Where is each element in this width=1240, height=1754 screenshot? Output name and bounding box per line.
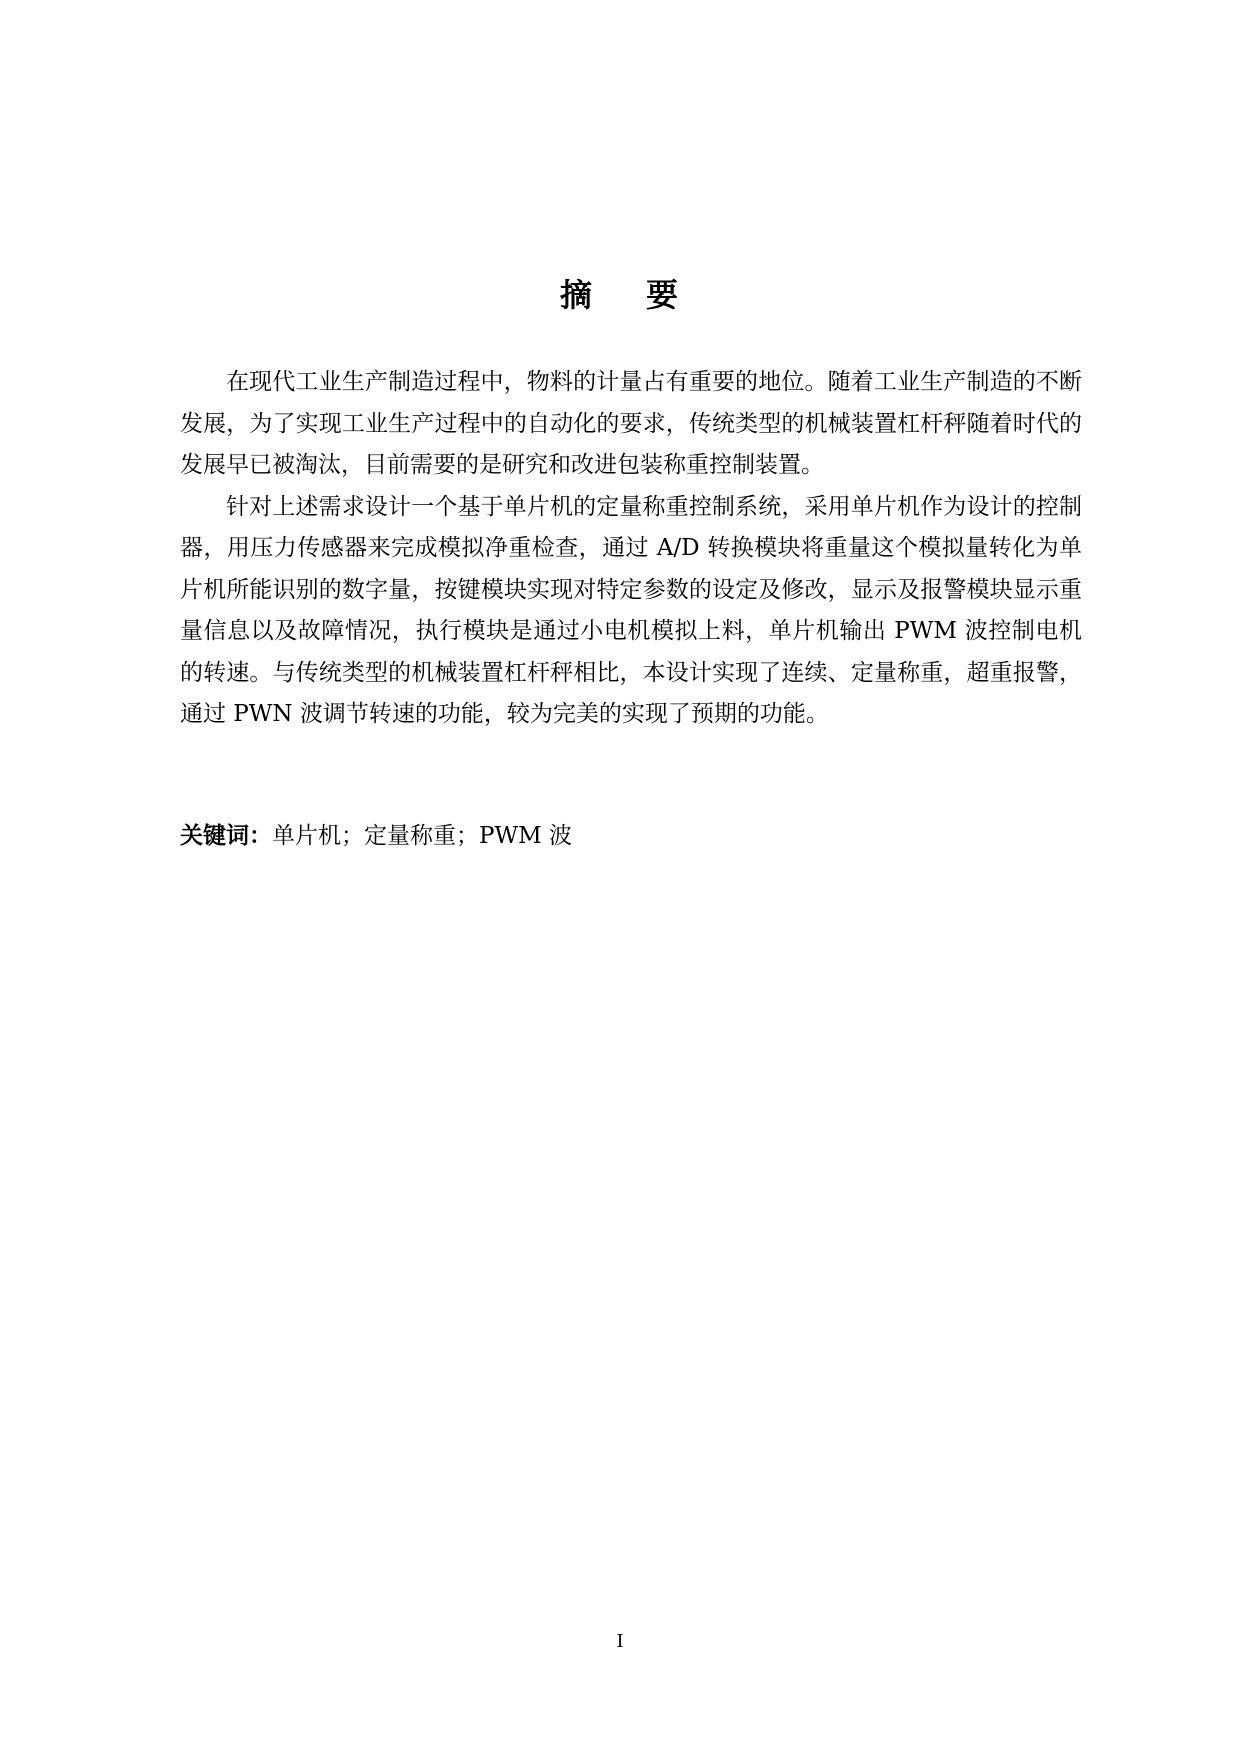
title-char-first: 摘 (559, 276, 594, 314)
keywords-value: 单片机；定量称重；PWM 波 (272, 823, 572, 849)
abstract-paragraph-1: 在现代工业生产制造过程中，物料的计量占有重要的地位。随着工业生产制造的不断发展，为了实现工业生产过程中的自动化的要求，传统类型的机械装置杠杆秤随着时代的发展早已被淘汰，目前需要的是研究和改进包装称重控制装置。 (180, 369, 1082, 478)
keywords-label: 关键词： (180, 823, 272, 849)
keywords-line (180, 816, 1082, 858)
abstract-paragraph-2: 针对上述需求设计一个基于单片机的定量称重控制系统，采用单片机作为设计的控制器，用压力传感器来完成模拟净重检查，通过 A/D 转换模块将重量这个模拟量转化为单片机所能识别的数字量，按键模块实现对特定参数的设定及修改，显示及报警模块显示重量信息以及故障情况，执行模块是通过小电机模拟上料，单片机输出 PWM 波控制电机的转速。与传统类型的机械装置杠杆秤相比，本设计实现了连续、定量称重，超重报警，通过 PWN 波调节转速的功能，较为完美的实现了预期的功能。 (180, 493, 1082, 727)
page-number: I (616, 1631, 624, 1652)
page-title (0, 275, 1240, 315)
abstract-body (180, 362, 1082, 736)
title-char-second: 要 (646, 276, 681, 314)
